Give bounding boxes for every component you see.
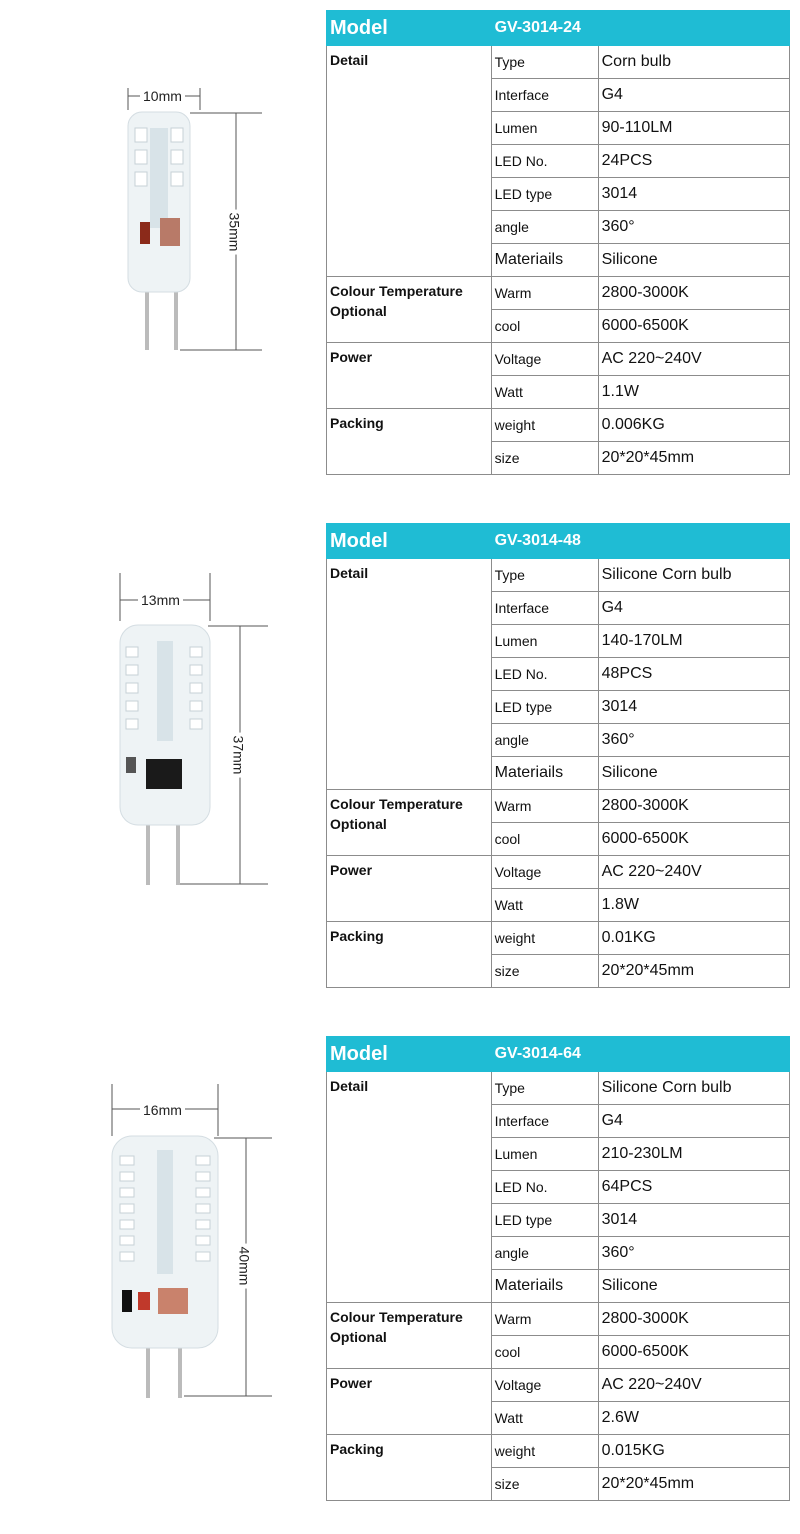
led-number-value: 24PCS (598, 145, 789, 178)
product-block-1 (0, 0, 800, 485)
cool-value: 6000-6500K (598, 1336, 789, 1369)
model-code: GV-3014-64 (491, 1037, 789, 1072)
bulb-image (0, 1026, 320, 1511)
cool-value: 6000-6500K (598, 310, 789, 343)
detail-group-label: Detail (327, 559, 492, 790)
led-type-value: 3014 (598, 178, 789, 211)
interface-value: G4 (598, 1105, 789, 1138)
interface-value: G4 (598, 592, 789, 625)
type-key: Type (491, 1072, 598, 1105)
voltage-key: Voltage (491, 343, 598, 376)
material-key: Materiails (491, 1270, 598, 1303)
power-group-label: Power (327, 343, 492, 409)
spec-table (326, 10, 790, 475)
watt-value: 2.6W (598, 1402, 789, 1435)
colour-temperature-group-label (327, 790, 492, 856)
colour-label-line2: Optional (330, 816, 387, 832)
bulb-illustration (0, 513, 320, 998)
power-group-label: Power (327, 856, 492, 922)
type-value: Silicone Corn bulb (598, 559, 789, 592)
warm-key: Warm (491, 1303, 598, 1336)
watt-key: Watt (491, 1402, 598, 1435)
warm-value: 2800-3000K (598, 1303, 789, 1336)
warm-key: Warm (491, 790, 598, 823)
cool-key: cool (491, 310, 598, 343)
product-block-3 (0, 1026, 800, 1511)
interface-key: Interface (491, 79, 598, 112)
angle-key: angle (491, 211, 598, 244)
voltage-value: AC 220~240V (598, 1369, 789, 1402)
width-dimension-label: 16mm (140, 1102, 185, 1118)
bulb-illustration (0, 1026, 320, 1511)
model-header: Model (327, 524, 492, 559)
size-key: size (491, 1468, 598, 1501)
voltage-value: AC 220~240V (598, 856, 789, 889)
lumen-value: 140-170LM (598, 625, 789, 658)
size-key: size (491, 442, 598, 475)
interface-value: G4 (598, 79, 789, 112)
material-value: Silicone (598, 757, 789, 790)
lumen-key: Lumen (491, 112, 598, 145)
height-dimension-label: 35mm (226, 210, 242, 255)
height-dimension-label: 37mm (230, 733, 246, 778)
weight-key: weight (491, 1435, 598, 1468)
bulb-illustration (0, 0, 320, 485)
interface-key: Interface (491, 592, 598, 625)
spec-table (326, 1036, 790, 1501)
voltage-value: AC 220~240V (598, 343, 789, 376)
colour-label-line1: Colour Temperature (330, 283, 463, 299)
type-value: Silicone Corn bulb (598, 1072, 789, 1105)
voltage-key: Voltage (491, 856, 598, 889)
weight-value: 0.015KG (598, 1435, 789, 1468)
cool-value: 6000-6500K (598, 823, 789, 856)
warm-value: 2800-3000K (598, 790, 789, 823)
angle-value: 360° (598, 1237, 789, 1270)
lumen-value: 90-110LM (598, 112, 789, 145)
size-value: 20*20*45mm (598, 1468, 789, 1501)
detail-group-label: Detail (327, 1072, 492, 1303)
angle-value: 360° (598, 211, 789, 244)
watt-value: 1.8W (598, 889, 789, 922)
bulb-image (0, 0, 320, 485)
product-block-2 (0, 513, 800, 998)
voltage-key: Voltage (491, 1369, 598, 1402)
watt-key: Watt (491, 376, 598, 409)
warm-key: Warm (491, 277, 598, 310)
angle-key: angle (491, 1237, 598, 1270)
model-code: GV-3014-48 (491, 524, 789, 559)
type-value: Corn bulb (598, 46, 789, 79)
width-dimension-label: 13mm (138, 592, 183, 608)
led-number-value: 48PCS (598, 658, 789, 691)
lumen-key: Lumen (491, 1138, 598, 1171)
power-group-label: Power (327, 1369, 492, 1435)
model-header: Model (327, 11, 492, 46)
led-type-value: 3014 (598, 691, 789, 724)
size-value: 20*20*45mm (598, 955, 789, 988)
led-number-key: LED No. (491, 658, 598, 691)
led-type-key: LED type (491, 1204, 598, 1237)
colour-temperature-group-label (327, 277, 492, 343)
weight-key: weight (491, 922, 598, 955)
size-value: 20*20*45mm (598, 442, 789, 475)
type-key: Type (491, 559, 598, 592)
watt-key: Watt (491, 889, 598, 922)
model-header: Model (327, 1037, 492, 1072)
bulb-image (0, 513, 320, 998)
colour-label-line2: Optional (330, 303, 387, 319)
colour-temperature-group-label (327, 1303, 492, 1369)
packing-group-label: Packing (327, 1435, 492, 1501)
model-code: GV-3014-24 (491, 11, 789, 46)
size-key: size (491, 955, 598, 988)
detail-group-label: Detail (327, 46, 492, 277)
packing-group-label: Packing (327, 409, 492, 475)
interface-key: Interface (491, 1105, 598, 1138)
material-value: Silicone (598, 1270, 789, 1303)
led-type-key: LED type (491, 691, 598, 724)
weight-value: 0.006KG (598, 409, 789, 442)
cool-key: cool (491, 1336, 598, 1369)
weight-key: weight (491, 409, 598, 442)
colour-label-line1: Colour Temperature (330, 1309, 463, 1325)
weight-value: 0.01KG (598, 922, 789, 955)
material-key: Materiails (491, 757, 598, 790)
lumen-key: Lumen (491, 625, 598, 658)
led-type-key: LED type (491, 178, 598, 211)
colour-label-line1: Colour Temperature (330, 796, 463, 812)
led-number-value: 64PCS (598, 1171, 789, 1204)
packing-group-label: Packing (327, 922, 492, 988)
angle-key: angle (491, 724, 598, 757)
colour-label-line2: Optional (330, 1329, 387, 1345)
lumen-value: 210-230LM (598, 1138, 789, 1171)
spec-table (326, 523, 790, 988)
material-value: Silicone (598, 244, 789, 277)
cool-key: cool (491, 823, 598, 856)
material-key: Materiails (491, 244, 598, 277)
warm-value: 2800-3000K (598, 277, 789, 310)
led-number-key: LED No. (491, 145, 598, 178)
angle-value: 360° (598, 724, 789, 757)
watt-value: 1.1W (598, 376, 789, 409)
height-dimension-label: 40mm (236, 1244, 252, 1289)
led-type-value: 3014 (598, 1204, 789, 1237)
type-key: Type (491, 46, 598, 79)
width-dimension-label: 10mm (140, 88, 185, 104)
led-number-key: LED No. (491, 1171, 598, 1204)
